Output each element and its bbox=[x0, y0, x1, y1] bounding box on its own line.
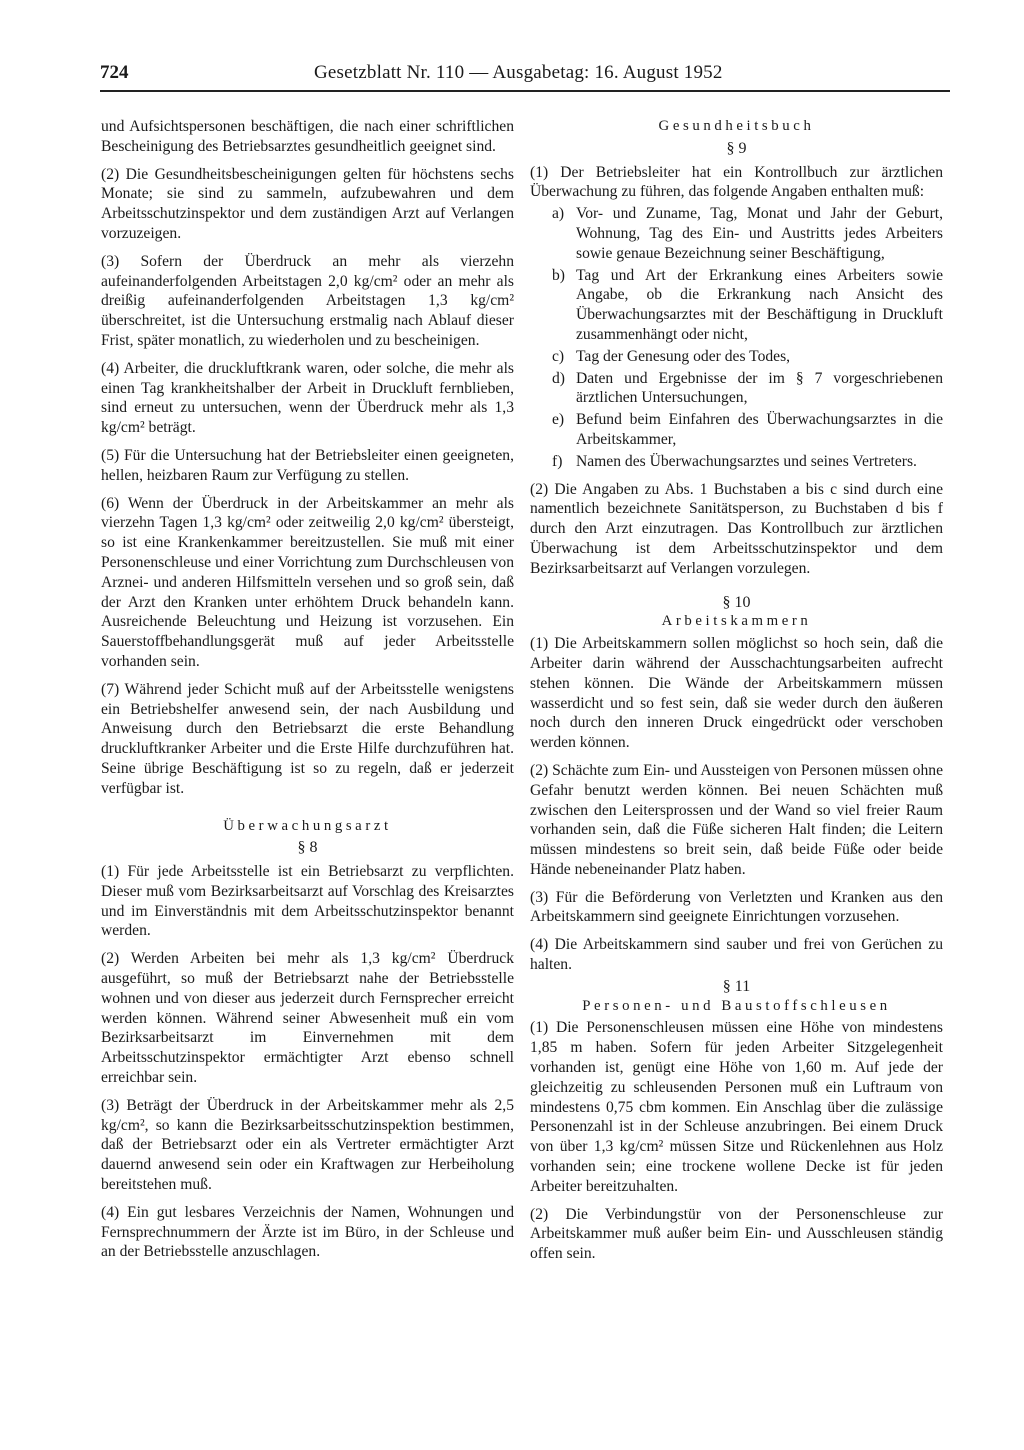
list-marker: f) bbox=[552, 452, 563, 470]
paragraph: (4) Ein gut lesbares Verzeichnis der Namen, Wohnungen und Fernsprechnummern der Ärzte ist im Büro, in der Schleuse und an der Betriebsstelle anzuschlagen. bbox=[101, 1203, 514, 1261]
list-item bbox=[530, 347, 943, 367]
page-header bbox=[100, 60, 950, 92]
section-number: § 10 bbox=[722, 593, 751, 611]
section-number: § 8 bbox=[297, 839, 318, 857]
list-item bbox=[530, 452, 943, 472]
list-marker: b) bbox=[552, 266, 565, 284]
item-list bbox=[530, 204, 943, 471]
right-column bbox=[530, 117, 943, 1272]
section-heading: Gesundheitsbuch bbox=[658, 118, 815, 134]
list-item-text: Tag der Genesung oder des Todes, bbox=[576, 347, 791, 365]
list-item-text: Vor- und Zuname, Tag, Monat und Jahr der Geburt, Wohnung, Tag des Ein- und Austritts jedes Arbeiters sowie genaue Bezeichnung seiner Beschäftigung, bbox=[576, 205, 943, 262]
section-heading: Arbeitskammern bbox=[661, 613, 812, 630]
list-marker: d) bbox=[552, 369, 565, 387]
list-item-text: Namen des Überwachungsarztes und seines Vertreters. bbox=[576, 452, 917, 470]
paragraph: (5) Für die Untersuchung hat der Betriebsleiter einen geeigneten, hellen, heizbaren Raum zur Verfügung zu stellen. bbox=[101, 446, 514, 484]
paragraph: (2) Die Verbindungstür von der Personenschleuse zur Arbeitskammer muß außer beim Ein- und Ausschleusen ständig offen sein. bbox=[530, 1205, 943, 1263]
paragraph: (3) Für die Beförderung von Verletzten und Kranken aus den Arbeitskammern sind geeignete Einrichtungen vorzusehen. bbox=[530, 888, 943, 926]
paragraph: (4) Arbeiter, die druckluftkrank waren, oder solche, die mehr als einen Tag krankheitshalber der Arbeit in Druckluft fernblieben, sind erneut zu untersuchen, wenn der Überdruck mehr als 1,3 kg/cm² beträgt. bbox=[101, 359, 514, 437]
paragraph: (1) Die Personenschleusen müssen eine Höhe von mindestens 1,85 m haben. Sofern für jeden Arbeiter Sitzgelegenheit vorhanden ist, genügt eine Höhe von 1,60 m. Auf jede der gleichzeitig zu schleusenden Personen muß ein Luftraum von mindestens 0,75 cbm kommen. Ein Anschlag über die zulässige Personenzahl ist in der Schleuse anzubringen. Bei einem Druck von über 1,3 kg/cm² müssen Sitze und Rückenlehnen aus Holz vorhanden sein; eine trockene wollene Decke ist für jeden Arbeiter bereitzuhalten. bbox=[530, 1019, 943, 1195]
list-item-text: Tag und Art der Erkrankung eines Arbeiters sowie Angabe, ob die Erkrankung nach Ansicht des Überwachungsarztes mit der Beschäftigung in Druckluft zusammenhängt oder nicht, bbox=[576, 266, 943, 343]
paragraph: und Aufsichtspersonen beschäftigen, die nach einer schriftlichen Bescheinigung des Betriebsarztes gesundheitlich geeignet sind. bbox=[101, 118, 514, 155]
paragraph: (4) Die Arbeitskammern sind sauber und frei von Gerüchen zu halten. bbox=[530, 936, 943, 974]
paragraph: (2) Die Angaben zu Abs. 1 Buchstaben a bis c sind durch eine namentlich bezeichnete Sanitätsperson, zu Buchstaben d bis f durch den Arzt einzutragen. Das Kontrollbuch zur ärztlichen Überwachung ist dem Arbeitsschutzinspektor und dem Bezirksarbeitsarzt auf Verlangen vorzulegen. bbox=[530, 480, 943, 577]
paragraph: (2) Die Gesundheitsbescheinigungen gelten für höchstens sechs Monate; sie sind zu sammeln, aufzubewahren und dem Arbeitsschutzinspektor und dem zuständigen Arzt auf Verlangen vorzuzeigen. bbox=[101, 165, 514, 242]
list-marker: a) bbox=[552, 205, 565, 223]
paragraph: (2) Werden Arbeiten bei mehr als 1,3 kg/cm² Überdruck ausgeführt, so muß der Betriebsarzt nahe der Betriebsstelle wohnen und von dieser aus jederzeit durch Fernsprecher erreicht werden können. Während seiner Abwesenheit muß ein vom Bezirksarbeitsarzt im Einvernehmen mit dem Arbeitsschutzinspektor ermächtigter Arzt ebenso schnell erreichbar sein. bbox=[101, 950, 514, 1087]
paragraph: (3) Sofern der Überdruck an mehr als vierzehn aufeinanderfolgenden Arbeitstagen 2,0 kg/cm² oder an mehr als dreißig aufeinanderfolgenden Arbeitstagen 1,3 kg/cm² überschreitet, ist die Untersuchung erstmalig nach Ablauf dieser Frist, später monatlich, zu wiederholen und zu bescheinigen. bbox=[101, 252, 514, 349]
gazette-title: Gesetzblatt Nr. 110 — Ausgabetag: 16. August 1952 bbox=[314, 62, 723, 83]
paragraph: (6) Wenn der Überdruck in der Arbeitskammer an mehr als vierzehn Tagen 1,3 kg/cm² oder zeitweilig 2,0 kg/cm² übersteigt, so ist eine Krankenkammer bereitzustellen. Sie muß mit einer Personenschleuse und einer Vorrichtung zum Durchschleusen von Arznei- und anderen Hilfsmitteln versehen und so groß sein, daß der Arzt den Kranken unter erhöhtem Druck behandeln kann. Ausreichende Beleuchtung und Heizung ist vorzusehen. Ein Sauerstoffbehandlungsgerät muß auf jeder Arbeitsstelle vorhanden sein. bbox=[101, 494, 514, 670]
list-item bbox=[530, 266, 943, 345]
list-item bbox=[530, 410, 943, 450]
paragraph: (1) Für jede Arbeitsstelle ist ein Betriebsarzt zu verpflichten. Dieser muß vom Bezirksarbeitsarzt auf Vorschlag des Kreisarztes und im Einverständnis mit dem Arbeitsschutzinspektor benannt werden. bbox=[101, 863, 514, 940]
paragraph: (2) Schächte zum Ein- und Aussteigen von Personen müssen ohne Gefahr benutzt werden können. Bei neuen Schächten muß zwischen den Leitersprossen und der Wand so viel freier Raum vorhanden sein, daß die Füße sicheren Halt finden; die Leitern müssen mindestens so breit sein, daß beide Füße oder beide Hände nebeneinander Platz haben. bbox=[530, 761, 943, 878]
paragraph: (1) Der Betriebsleiter hat ein Kontrollbuch zur ärztlichen Überwachung zu führen, das folgende Angaben enthalten muß: bbox=[530, 163, 943, 201]
list-marker: c) bbox=[552, 347, 565, 365]
list-marker: e) bbox=[552, 411, 565, 429]
page-number: 724 bbox=[100, 62, 129, 83]
list-item-text: Befund beim Einfahren des Überwachungsarztes in die Arbeitskammer, bbox=[576, 411, 943, 448]
paragraph: (3) Beträgt der Überdruck in der Arbeitskammer mehr als 2,5 kg/cm², so kann die Bezirksarbeitsschutzinspektion bestimmen, daß der Betriebsarzt oder ein als Vertreter ermächtigter Arzt dauernd anwesend sein oder ein Kraftwagen zur Herbeiholung bereitstehen muß. bbox=[101, 1096, 514, 1194]
left-column bbox=[101, 117, 514, 1270]
section-number: § 9 bbox=[726, 139, 747, 157]
section-heading: Personen- und Baustoffschleusen bbox=[582, 997, 891, 1014]
paragraph: (7) Während jeder Schicht muß auf der Arbeitsstelle wenigstens ein Betriebshelfer anwesend sein, der nach Ausbildung und Anweisung durch den Betriebsarzt die erste Behandlung druckluftkranker Arbeiter und die Erste Hilfe durchzuführen hat. Seine übrige Beschäftigung ist so zu regeln, daß er jederzeit verfügbar ist. bbox=[101, 680, 514, 797]
section-number: § 11 bbox=[722, 977, 751, 995]
list-item-text: Daten und Ergebnisse der im § 7 vorgeschriebenen ärztlichen Untersuchungen, bbox=[576, 369, 943, 407]
list-item bbox=[530, 369, 943, 409]
section-heading: Überwachungsarzt bbox=[223, 817, 392, 834]
paragraph: (1) Die Arbeitskammern sollen möglichst so hoch sein, daß die Arbeiter darin während der Ausschachtungsarbeiten aufrecht stehen können. Die Wände der Arbeitskammern müssen wasserdicht und so fest sein, daß sie weder durch den äußeren noch durch den inneren Druck eingedrückt oder verschoben werden können. bbox=[530, 635, 943, 752]
list-item bbox=[530, 204, 943, 263]
